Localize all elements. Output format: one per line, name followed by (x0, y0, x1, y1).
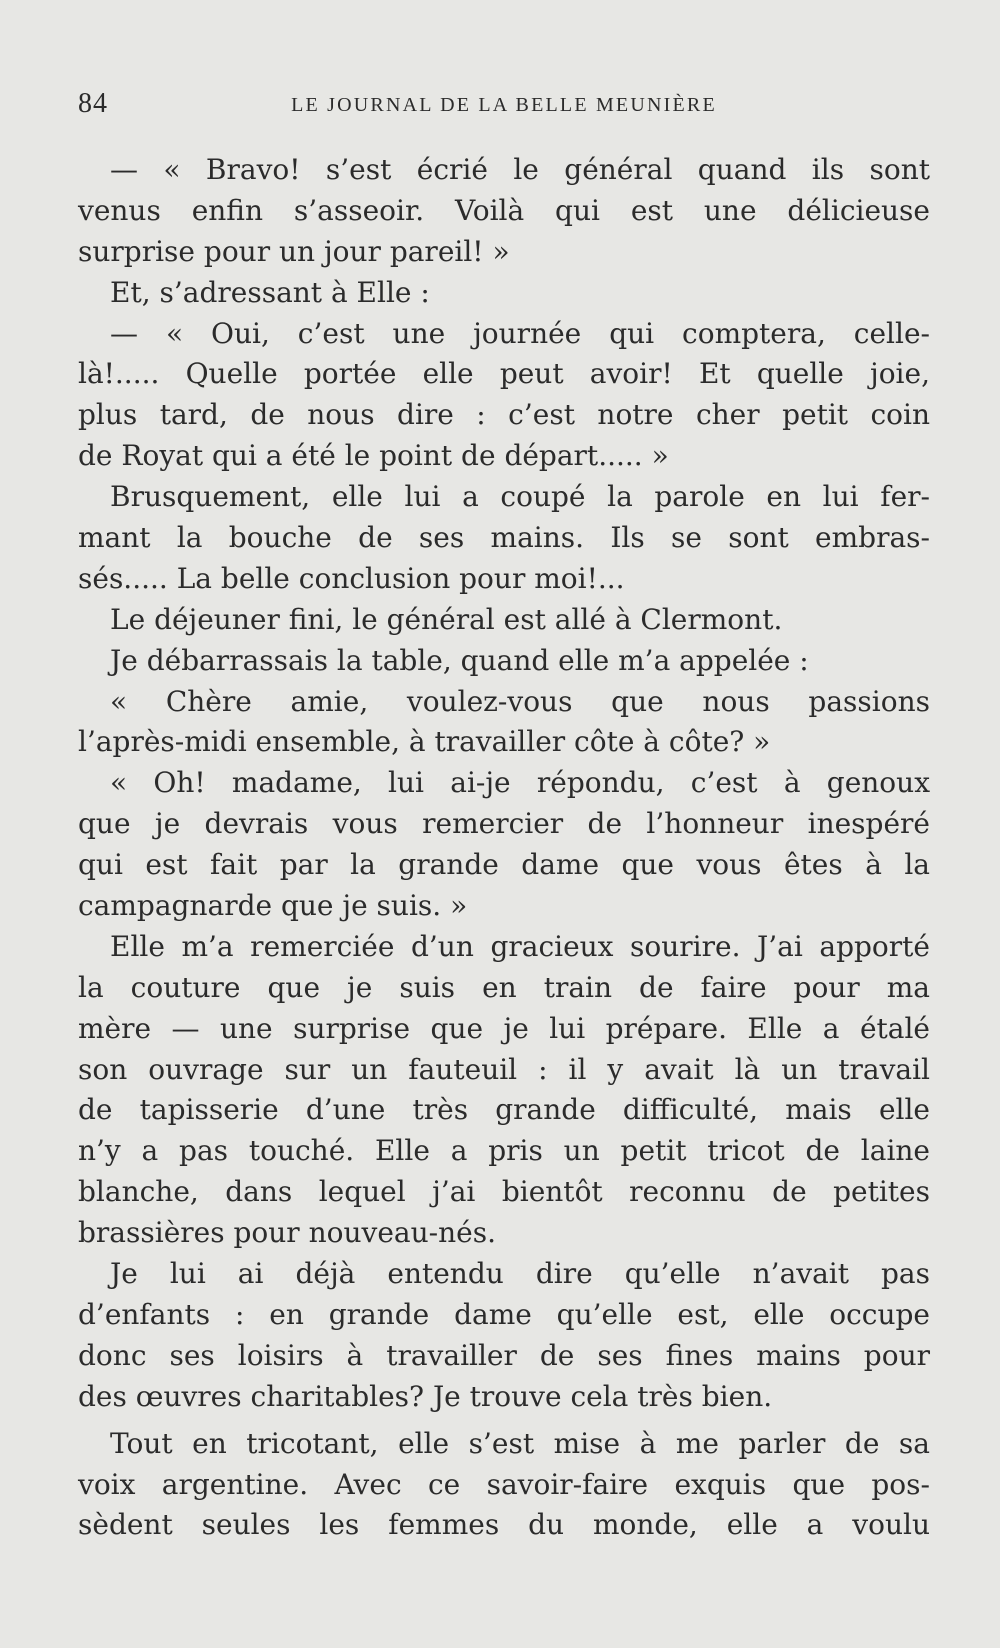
text-line: de tapisserie d’une très grande difficulté, mais elle (78, 1093, 930, 1127)
text-line: Je débarrassais la table, quand elle m’a appelée : (110, 643, 809, 677)
text-line: la couture que je suis en train de faire pour ma (78, 970, 930, 1004)
text-line: Je lui ai déjà entendu dire qu’elle n’avait pas (110, 1257, 930, 1291)
text-line: sés..... La belle conclusion pour moi!... (78, 561, 625, 595)
text-line: là!..... Quelle portée elle peut avoir! Et quelle joie, (78, 357, 930, 391)
text-line: Elle m’a remerciée d’un gracieux sourire. J’ai apporté (110, 929, 930, 963)
text-line: mant la bouche de ses mains. Ils se sont embras- (78, 521, 930, 555)
text-line: Brusquement, elle lui a coupé la parole en lui fer- (110, 480, 930, 514)
text-line: — « Oui, c’est une journée qui comptera, celle- (110, 316, 930, 350)
body-text (78, 150, 930, 1546)
page-number: 84 (78, 88, 108, 119)
text-line: « Oh! madame, lui ai-je répondu, c’est à genoux (110, 766, 930, 800)
text-line: « Chère amie, voulez-vous que nous passions (110, 684, 930, 718)
text-line: que je devrais vous remercier de l’honneur inespéré (78, 807, 930, 841)
text-line: mère — une surprise que je lui prépare. Elle a étalé (78, 1011, 930, 1045)
text-line: Et, s’adressant à Elle : (110, 275, 430, 309)
text-line: n’y a pas touché. Elle a pris un petit tricot de laine (78, 1134, 930, 1168)
running-head: LE JOURNAL DE LA BELLE MEUNIÈRE (291, 94, 717, 116)
text-line: d’enfants : en grande dame qu’elle est, elle occupe (78, 1297, 930, 1331)
text-line: des œuvres charitables? Je trouve cela très bien. (78, 1379, 773, 1413)
page-header (78, 88, 930, 124)
text-line: voix argentine. Avec ce savoir-faire exquis que pos- (78, 1467, 930, 1501)
text-line: de Royat qui a été le point de départ..... » (78, 439, 669, 473)
text-line: plus tard, de nous dire : c’est notre cher petit coin (78, 398, 930, 432)
text-line: brassières pour nouveau-nés. (78, 1216, 496, 1250)
text-line: l’après-midi ensemble, à travailler côte à côte? » (78, 725, 771, 759)
text-line: Tout en tricotant, elle s’est mise à me parler de sa (110, 1426, 930, 1460)
text-line: Le déjeuner fini, le général est allé à Clermont. (110, 602, 783, 636)
text-line: qui est fait par la grande dame que vous êtes à la (78, 848, 930, 882)
text-line: donc ses loisirs à travailler de ses fines mains pour (78, 1338, 930, 1372)
text-line: venus enfin s’asseoir. Voilà qui est une délicieuse (78, 193, 930, 227)
text-line: blanche, dans lequel j’ai bientôt reconnu de petites (78, 1175, 930, 1209)
text-line: sèdent seules les femmes du monde, elle a voulu (78, 1508, 930, 1542)
text-line: son ouvrage sur un fauteuil : il y avait là un travail (78, 1052, 930, 1086)
text-line: — « Bravo! s’est écrié le général quand ils sont (110, 153, 930, 186)
text-line: surprise pour un jour pareil! » (78, 234, 510, 268)
text-line: campagnarde que je suis. » (78, 889, 468, 923)
